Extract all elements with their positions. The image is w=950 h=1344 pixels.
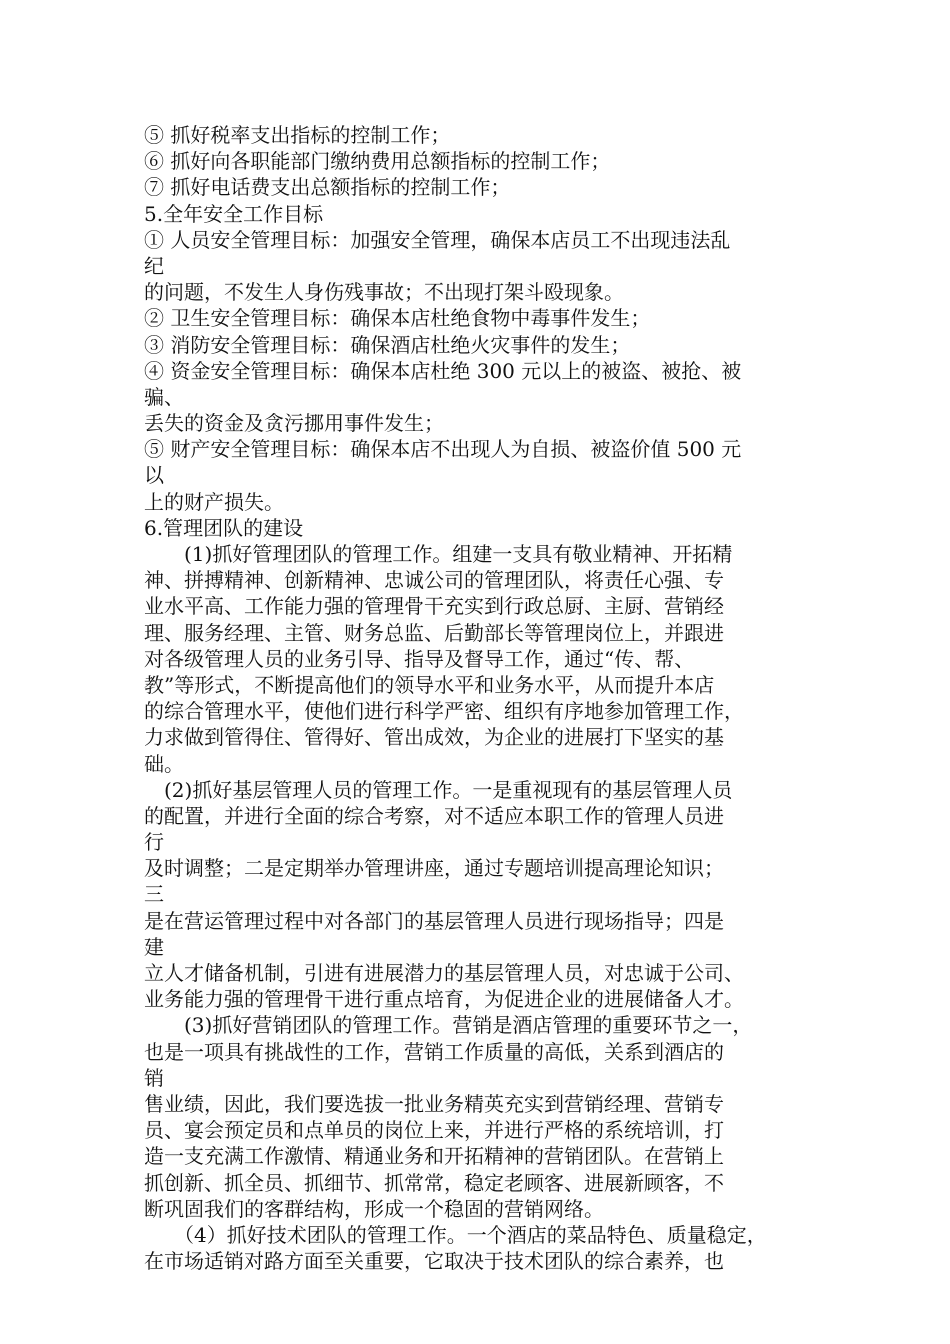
text-line: 员、宴会预定员和点单员的岗位上来，并进行严格的系统培训，打	[144, 1118, 724, 1143]
text-line: 教”等形式，不断提高他们的领导水平和业务水平，从而提升本店	[144, 672, 715, 697]
text-line: 对各级管理人员的业务引导、指导及督导工作，通过“传、帮、	[144, 646, 695, 671]
text-line: 纪	[144, 253, 164, 278]
text-line: 售业绩，因此，我们要选拔一批业务精英充实到营销经理、营销专	[144, 1091, 724, 1116]
section-heading: 6.管理团队的建设	[144, 515, 304, 540]
text-line: (3)抓好营销团队的管理工作。营销是酒店管理的重要环节之一，	[144, 1013, 753, 1038]
text-line: ⑤ 抓好税率支出指标的控制工作；	[144, 123, 451, 147]
text-line: 以	[144, 463, 164, 488]
text-line: 丢失的资金及贪污挪用事件发生；	[144, 411, 444, 436]
text-line: 及时调整；二是定期举办管理讲座，通过专题培训提高理论知识；	[144, 856, 724, 881]
text-line: 销	[144, 1065, 164, 1090]
text-line: 业水平高、工作能力强的管理骨干充实到行政总厨、主厨、营销经	[144, 594, 724, 619]
text-line: 的问题，不发生人身伤残事故；不出现打架斗殴现象。	[144, 280, 624, 305]
text-line: 理、服务经理、主管、财务总监、后勤部长等管理岗位上，并跟进	[144, 620, 724, 645]
text-line: ⑥ 抓好向各职能部门缴纳费用总额指标的控制工作；	[144, 149, 611, 174]
text-line: 也是一项具有挑战性的工作，营销工作质量的高低，关系到酒店的	[144, 1039, 724, 1064]
text-line: 骗、	[144, 384, 184, 409]
text-line: 础。	[144, 751, 184, 776]
text-line: 业务能力强的管理骨干进行重点培育，为促进企业的进展储备人才。	[144, 987, 744, 1012]
text-line: 行	[144, 830, 164, 855]
text-line: 造一支充满工作激情、精通业务和开拓精神的营销团队。在营销上	[144, 1144, 724, 1169]
text-line: ⑤ 财产安全管理目标：确保本店不出现人为自损、被盗价值 500 元	[144, 437, 742, 462]
text-line: 力求做到管得住、管得好、管出成效，为企业的进展打下坚实的基	[144, 725, 724, 750]
text-line: 抓创新、抓全员、抓细节、抓常常，稳定老顾客、进展新顾客，不	[144, 1170, 724, 1195]
text-line: ② 卫生安全管理目标：确保本店杜绝食物中毒事件发生；	[144, 306, 651, 331]
text-line: 三	[144, 882, 164, 907]
text-line: ① 人员安全管理目标：加强安全管理，确保本店员工不出现违法乱	[144, 227, 731, 252]
text-line: 神、拼搏精神、创新精神、忠诚公司的管理团队，将责任心强、专	[144, 568, 724, 593]
text-line: ③ 消防安全管理目标：确保酒店杜绝火灾事件的发生；	[144, 332, 631, 357]
section-heading: 5.全年安全工作目标	[144, 201, 324, 226]
text-line: 断巩固我们的客群结构，形成一个稳固的营销网络。	[144, 1196, 604, 1221]
text-line: （4）抓好技术团队的管理工作。一个酒店的菜品特色、质量稳定，	[144, 1222, 767, 1247]
text-line: 建	[144, 934, 164, 959]
document-body	[144, 122, 824, 1274]
text-line: ④ 资金安全管理目标：确保本店杜绝 300 元以上的被盗、被抢、被	[144, 358, 742, 383]
text-line: (1)抓好管理团队的管理工作。组建一支具有敬业精神、开拓精	[144, 542, 733, 566]
text-line: 的综合管理水平，使他们进行科学严密、组织有序地参加管理工作，	[144, 699, 744, 724]
text-line: 上的财产损失。	[144, 489, 284, 514]
text-line: ⑦ 抓好电话费支出总额指标的控制工作；	[144, 175, 511, 200]
text-line: (2)抓好基层管理人员的管理工作。一是重视现有的基层管理人员	[144, 777, 733, 802]
text-line: 在市场适销对路方面至关重要，它取决于技术团队的综合素养，也	[144, 1249, 724, 1274]
text-line: 是在营运管理过程中对各部门的基层管理人员进行现场指导；四是	[144, 908, 724, 933]
text-line: 的配置，并进行全面的综合考察，对不适应本职工作的管理人员进	[144, 803, 724, 828]
text-line: 立人才储备机制，引进有进展潜力的基层管理人员，对忠诚于公司、	[144, 961, 744, 985]
